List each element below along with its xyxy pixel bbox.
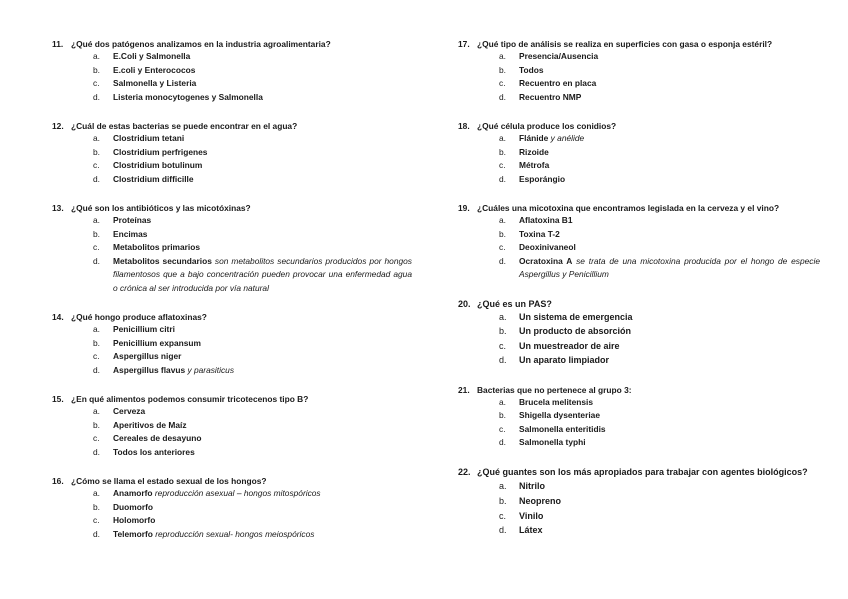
option-a: a. Anamorfo reproducción asexual – hongos mitospóricos xyxy=(93,488,321,498)
option-d: d. Recuentro NMP xyxy=(499,91,582,102)
option-a: a. Cerveza xyxy=(93,406,146,416)
option-note: son metabolitos secundarios producidos por hongos filamentosos que a bajo concentración pueden provocar una enfermedad agua o crónica al ser introducida por vía natural xyxy=(113,255,412,293)
option-d: d. Esporángio xyxy=(499,173,566,184)
option-label: Clostridium botulinum xyxy=(113,160,203,170)
option-a: a. Aflatoxina B1 xyxy=(499,215,573,225)
option-d: d. Clostridium difficille xyxy=(93,173,194,184)
options-list xyxy=(458,396,820,450)
option-label: Un muestreador de aire xyxy=(519,340,620,351)
question-text: ¿Qué es un PAS? xyxy=(477,298,552,309)
option-label: Brucela melitensis xyxy=(519,396,594,407)
option-d: d. Todos los anteriores xyxy=(93,446,195,457)
option-label: Clostridium perfrigenes xyxy=(113,146,208,157)
options-list xyxy=(458,214,820,282)
option-label: Proteínas xyxy=(113,215,152,225)
question-number: 14. xyxy=(52,312,64,322)
option-b: b. Shigella dysenteriae xyxy=(499,410,600,421)
option-label: Salmonella typhi xyxy=(519,437,586,448)
options-list xyxy=(52,50,412,104)
option-label: Un producto de absorción xyxy=(519,326,632,337)
option-note: y parasiticus xyxy=(187,364,235,375)
option-b: b. Toxina T-2 xyxy=(499,228,560,239)
option-label: Esporángio xyxy=(519,173,566,184)
option-label: Cerveza xyxy=(113,406,146,416)
options-list xyxy=(52,323,412,377)
question-number: 12. xyxy=(52,121,64,131)
question-number: 13. xyxy=(52,203,64,213)
option-c: c. Clostridium botulinum xyxy=(93,160,203,170)
question-16 xyxy=(52,475,412,541)
option-c: c. Métrofa xyxy=(499,160,550,170)
option-label: Penicillium expansum xyxy=(113,337,201,348)
option-note: reproducción asexual – hongos mitospóricos xyxy=(154,488,321,498)
option-b: b. Penicillium expansum xyxy=(93,337,201,348)
option-label: Recuentro NMP xyxy=(519,91,582,102)
option-label: Rizoide xyxy=(519,146,549,157)
option-label: Neopreno xyxy=(519,495,562,506)
option-c: c. Cereales de desayuno xyxy=(93,433,202,443)
option-a: a. E.Coli y Salmonella xyxy=(93,51,191,61)
question-text: ¿En qué alimentos podemos consumir tricotecenos tipo B? xyxy=(71,394,309,404)
question-text: ¿Qué hongo produce aflatoxinas? xyxy=(71,312,207,322)
option-label: Recuentro en placa xyxy=(519,78,597,88)
option-label: Telemorfo xyxy=(113,528,153,539)
option-label: Salmonella enteritidis xyxy=(519,423,606,434)
right-column xyxy=(458,38,820,554)
question-text: ¿Qué son los antibióticos y las micotóxinas? xyxy=(71,203,251,213)
option-label: Nitrilo xyxy=(519,481,545,492)
question-number: 18. xyxy=(458,121,470,131)
option-label: Un sistema de emergencia xyxy=(519,311,633,322)
option-c: c. Un muestreador de aire xyxy=(499,340,620,351)
option-label: Aflatoxina B1 xyxy=(519,215,573,225)
option-d: d. Aspergillus flavus y parasiticus xyxy=(93,364,235,375)
option-label: Todos xyxy=(519,64,544,75)
option-a: a. Un sistema de emergencia xyxy=(499,311,633,322)
option-label: Presencia/Ausencia xyxy=(519,51,599,61)
option-b: b. Todos xyxy=(499,64,544,75)
option-b: b. Un producto de absorción xyxy=(499,326,632,337)
option-label: Todos los anteriores xyxy=(113,446,195,457)
question-22 xyxy=(458,466,820,538)
option-label: Cereales de desayuno xyxy=(113,433,202,443)
question-text: ¿Cuáles una micotoxina que encontramos legislada en la cerveza y el vino? xyxy=(477,203,780,213)
option-a: a. Penicillium citri xyxy=(93,324,175,334)
question-12 xyxy=(52,120,412,186)
question-text: Bacterias que no pertenece al grupo 3: xyxy=(477,384,632,395)
options-list xyxy=(458,310,820,368)
option-c: c. Deoxinivaneol xyxy=(499,242,576,252)
option-label: Un aparato limpiador xyxy=(519,355,610,366)
option-d: d. Látex xyxy=(499,525,543,536)
question-text: ¿Qué guantes son los más apropiados para trabajar con agentes biológicos? xyxy=(477,466,808,477)
option-label: E.coli y Enterococos xyxy=(113,64,196,75)
option-label: Métrofa xyxy=(519,160,550,170)
option-note: reproducción sexual- hongos meiospóricos xyxy=(155,528,315,539)
question-21 xyxy=(458,384,820,450)
option-label: Vinilo xyxy=(519,510,544,521)
question-20 xyxy=(458,298,820,368)
question-text: ¿Qué dos patógenos analizamos en la industria agroalimentaria? xyxy=(71,39,331,49)
option-a: a. Presencia/Ausencia xyxy=(499,51,599,61)
question-number: 15. xyxy=(52,394,64,404)
option-label: Látex xyxy=(519,525,543,536)
option-label: Listeria monocytogenes y Salmonella xyxy=(113,91,263,102)
question-13 xyxy=(52,202,412,295)
question-11 xyxy=(52,38,412,104)
question-text: ¿Cuál de estas bacterias se puede encontrar en el agua? xyxy=(71,121,298,131)
option-d: d. Ocratoxina A se trata de una micotoxina producida por el hongo de especie Aspergillus y Penicillium xyxy=(499,255,820,279)
option-label: E.Coli y Salmonella xyxy=(113,51,191,61)
option-label: Anamorfo xyxy=(113,488,153,498)
options-list xyxy=(458,132,820,186)
option-d: d. Salmonella typhi xyxy=(499,437,586,448)
options-list xyxy=(458,50,820,104)
option-label: Holomorfo xyxy=(113,515,156,525)
question-number: 20. xyxy=(458,298,471,309)
question-19 xyxy=(458,202,820,282)
question-18 xyxy=(458,120,820,186)
options-list xyxy=(52,214,412,295)
options-list xyxy=(52,132,412,186)
option-label: Shigella dysenteriae xyxy=(519,410,600,421)
question-text: ¿Qué célula produce los conidios? xyxy=(477,121,617,131)
left-column xyxy=(52,38,412,557)
question-17 xyxy=(458,38,820,104)
option-d: d. Metabolitos secundarios son metabolitos secundarios producidos por hongos filamentosos que a bajo concentración pueden provocar una enfermedad agua o crónica al ser introducida por vía natural xyxy=(93,255,412,293)
option-c: c. Metabolitos primarios xyxy=(93,242,201,252)
option-a: a. Clostridium tetani xyxy=(93,133,185,143)
option-a: a. Proteínas xyxy=(93,215,152,225)
option-label: Aspergillus niger xyxy=(113,351,182,361)
option-d: d. Un aparato limpiador xyxy=(499,355,610,366)
option-note: y anélide xyxy=(550,133,585,143)
option-label: Metabolitos secundarios xyxy=(113,255,212,266)
option-c: c. Salmonella enteritidis xyxy=(499,423,606,434)
option-label: Clostridium difficille xyxy=(113,173,194,184)
option-b: b. Rizoide xyxy=(499,146,549,157)
option-b: b. Clostridium perfrigenes xyxy=(93,146,208,157)
question-number: 17. xyxy=(458,39,470,49)
question-number: 19. xyxy=(458,203,470,213)
option-label: Flánide xyxy=(519,133,549,143)
option-label: Aperitivos de Maíz xyxy=(113,419,187,430)
option-b: b. Duomorfo xyxy=(93,501,154,512)
option-label: Deoxinivaneol xyxy=(519,242,576,252)
options-list xyxy=(52,405,412,459)
option-c: c. Recuentro en placa xyxy=(499,78,597,88)
option-label: Encimas xyxy=(113,228,148,239)
option-label: Clostridium tetani xyxy=(113,133,185,143)
question-15 xyxy=(52,393,412,459)
option-label: Toxina T-2 xyxy=(519,228,560,239)
option-a: a. Brucela melitensis xyxy=(499,396,594,407)
options-list xyxy=(458,479,820,537)
option-a: a. Nitrilo xyxy=(499,481,545,492)
option-note: se trata de una micotoxina producida por el hongo de especie Aspergillus y Penicillium xyxy=(519,255,820,279)
option-d: d. Listeria monocytogenes y Salmonella xyxy=(93,91,263,102)
question-number: 16. xyxy=(52,476,64,486)
option-c: c. Vinilo xyxy=(499,510,544,521)
question-text: ¿Qué tipo de análisis se realiza en superficies con gasa o esponja estéril? xyxy=(477,39,773,49)
option-label: Salmonella y Listeria xyxy=(113,78,197,88)
option-b: b. Encimas xyxy=(93,228,148,239)
option-label: Penicillium citri xyxy=(113,324,175,334)
option-c: c. Salmonella y Listeria xyxy=(93,78,197,88)
option-c: c. Holomorfo xyxy=(93,515,156,525)
option-b: b. Neopreno xyxy=(499,495,562,506)
option-b: b. E.coli y Enterococos xyxy=(93,64,196,75)
option-d: d. Telemorfo reproducción sexual- hongos meiospóricos xyxy=(93,528,315,539)
question-14 xyxy=(52,311,412,377)
question-number: 21. xyxy=(458,384,470,395)
option-b: b. Aperitivos de Maíz xyxy=(93,419,187,430)
question-number: 22. xyxy=(458,466,471,477)
option-label: Aspergillus flavus xyxy=(113,364,186,375)
option-a: a. Flánide y anélide xyxy=(499,133,585,143)
option-label: Metabolitos primarios xyxy=(113,242,201,252)
options-list xyxy=(52,487,412,541)
option-label: Duomorfo xyxy=(113,501,154,512)
option-label: Ocratoxina A xyxy=(519,255,573,266)
option-c: c. Aspergillus niger xyxy=(93,351,182,361)
question-number: 11. xyxy=(52,39,64,49)
question-text: ¿Cómo se llama el estado sexual de los hongos? xyxy=(71,476,267,486)
